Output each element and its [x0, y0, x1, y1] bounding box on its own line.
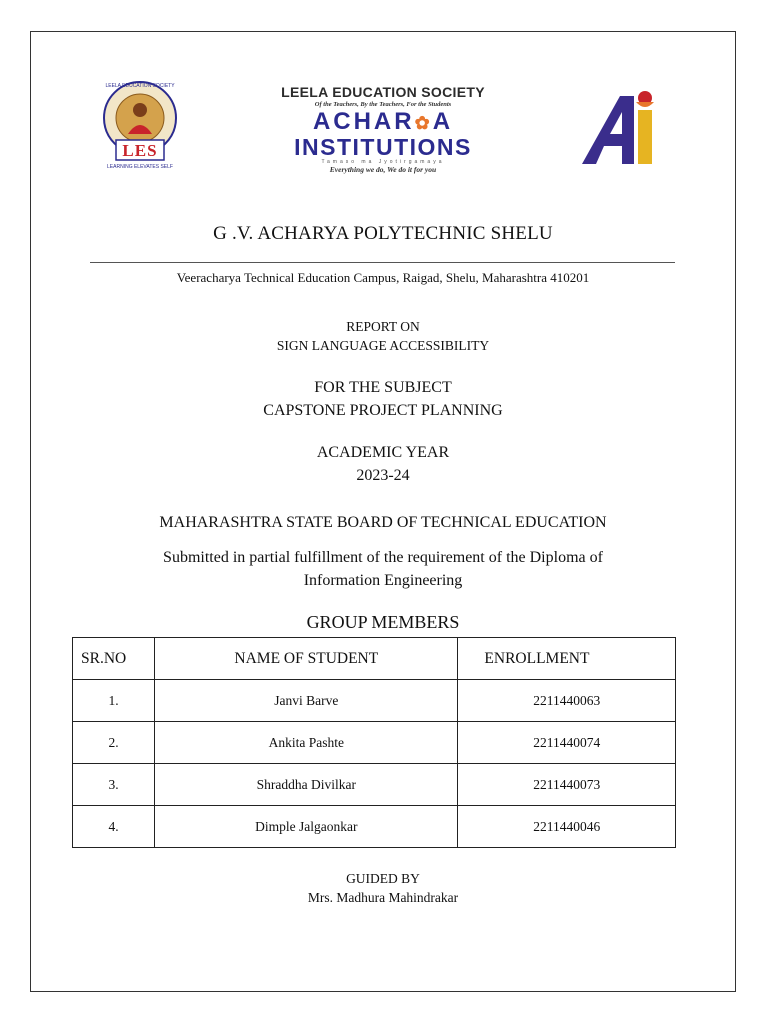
row-enrollment: 2211440074	[458, 722, 676, 764]
table-header-row	[73, 638, 676, 680]
row-student-name: Ankita Pashte	[155, 722, 458, 764]
les-tagline: LEARNING ELEVATES SELF	[107, 164, 173, 170]
les-arc-text: LEELA EDUCATION SOCIETY	[105, 83, 175, 89]
submission-line-2: Information Engineering	[303, 572, 463, 589]
institutions-word: INSTITUTIONS	[294, 134, 472, 160]
row-sr-no: 2.	[73, 722, 155, 764]
academic-year-block	[30, 441, 736, 487]
academic-year-value: 2023-24	[356, 467, 410, 484]
academic-year-label: ACADEMIC YEAR	[316, 444, 450, 461]
row-student-name: Shraddha Divilkar	[155, 764, 458, 806]
institute-address: Veeracharya Technical Education Campus, Raigad, Shelu, Maharashtra 410201	[176, 270, 590, 285]
les-logo	[96, 80, 184, 172]
guide-name: Mrs. Madhura Mahindrakar	[307, 890, 459, 905]
group-members-heading: GROUP MEMBERS	[306, 612, 460, 632]
row-enrollment: 2211440063	[458, 680, 676, 722]
row-enrollment: 2211440073	[458, 764, 676, 806]
row-enrollment: 2211440046	[458, 806, 676, 848]
row-sr-no: 1.	[73, 680, 155, 722]
lotus-icon: ✿	[414, 113, 433, 133]
acharya-slogan: Everything we do, We do it for you	[329, 165, 437, 174]
submission-statement	[30, 546, 736, 592]
acharya-word-end: A	[432, 108, 454, 135]
table-row	[73, 722, 676, 764]
row-sr-no: 3.	[73, 764, 155, 806]
acharya-motto: Of the Teachers, By the Teachers, For the Students	[314, 101, 452, 108]
acharya-word	[255, 110, 511, 135]
institute-title: G .V. ACHARYA POLYTECHNIC SHELU	[213, 223, 553, 244]
header-divider	[90, 262, 675, 263]
subject-block	[30, 376, 736, 422]
header-enrollment: ENROLLMENT	[458, 638, 676, 680]
report-heading	[30, 317, 736, 355]
subject-name: CAPSTONE PROJECT PLANNING	[263, 402, 503, 419]
header-student-name: NAME OF STUDENT	[155, 638, 458, 680]
acharya-word-start: ACHAR	[312, 108, 415, 135]
table-row	[73, 680, 676, 722]
submission-line-1: Submitted in partial fulfillment of the requirement of the Diploma of	[163, 549, 603, 566]
table-row	[73, 764, 676, 806]
report-topic: SIGN LANGUAGE ACCESSIBILITY	[276, 338, 490, 353]
acharya-institutions-logo	[255, 84, 511, 180]
acharya-society-name: LEELA EDUCATION SOCIETY	[281, 84, 485, 100]
subject-label: FOR THE SUBJECT	[314, 379, 452, 396]
guide-block	[30, 869, 736, 907]
board-name: MAHARASHTRA STATE BOARD OF TECHNICAL EDUCATION	[159, 514, 607, 531]
report-on-label: REPORT ON	[346, 319, 420, 334]
ai-emblem-icon	[578, 88, 668, 170]
table-row	[73, 806, 676, 848]
row-student-name: Dimple Jalgaonkar	[155, 806, 458, 848]
row-sr-no: 4.	[73, 806, 155, 848]
ai-logo	[578, 88, 668, 170]
les-initials: LES	[122, 141, 158, 160]
guided-by-label: GUIDED BY	[346, 871, 420, 886]
acharya-sanskrit-line: Tamaso ma Jyotirgamaya	[321, 159, 445, 165]
row-student-name: Janvi Barve	[155, 680, 458, 722]
group-members-table	[72, 637, 676, 848]
header-sr-no: SR.NO	[73, 638, 155, 680]
